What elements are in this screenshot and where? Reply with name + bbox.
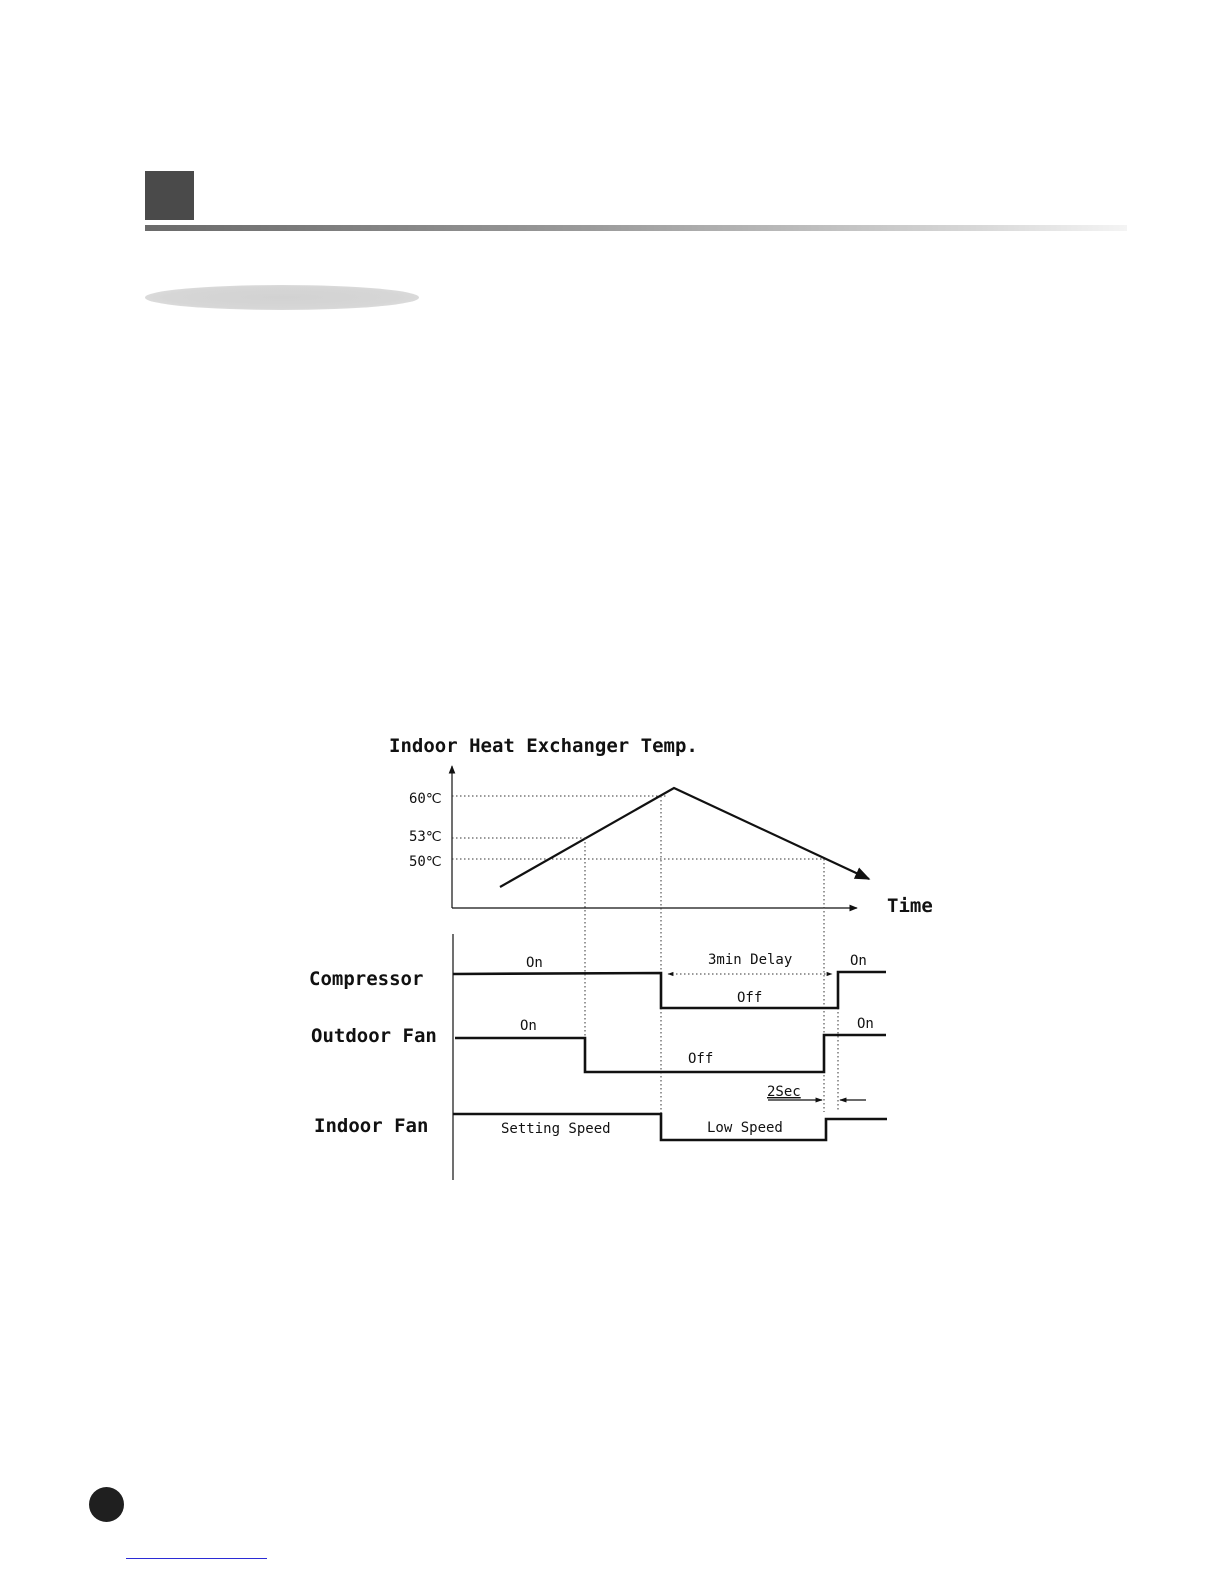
outdoor-fan-signal (455, 1035, 886, 1072)
section-marker (145, 171, 194, 220)
outdoor-fan-off: Off (688, 1051, 714, 1067)
outdoor-fan-on-left: On (520, 1018, 537, 1034)
y-axis-title: Indoor Heat Exchanger Temp. (389, 735, 698, 757)
temperature-curve (500, 788, 869, 887)
temp-label-53: 53℃ (409, 829, 442, 845)
page-number-badge (89, 1487, 124, 1522)
x-axis-title: Time (887, 895, 933, 917)
compressor-delay-label: 3min Delay (708, 952, 793, 968)
footer-link[interactable] (126, 1558, 267, 1559)
indoor-fan-label: Indoor Fan (314, 1115, 429, 1137)
compressor-off: Off (737, 990, 763, 1006)
temp-label-60: 60℃ (409, 791, 442, 807)
indoor-fan-low-speed: Low Speed (707, 1120, 783, 1136)
compressor-label: Compressor (309, 968, 424, 990)
compressor-on-left: On (526, 955, 543, 971)
compressor-on-right: On (850, 953, 867, 969)
outdoor-fan-on-right: On (857, 1016, 874, 1032)
timing-diagram (300, 720, 960, 1190)
compressor-signal (453, 972, 886, 1008)
subsection-pill (145, 285, 419, 310)
section-divider (145, 225, 1127, 231)
temp-label-50: 50℃ (409, 854, 442, 870)
interval-label: 2Sec (767, 1084, 801, 1100)
indoor-fan-setting-speed: Setting Speed (501, 1121, 611, 1137)
outdoor-fan-label: Outdoor Fan (311, 1025, 437, 1047)
